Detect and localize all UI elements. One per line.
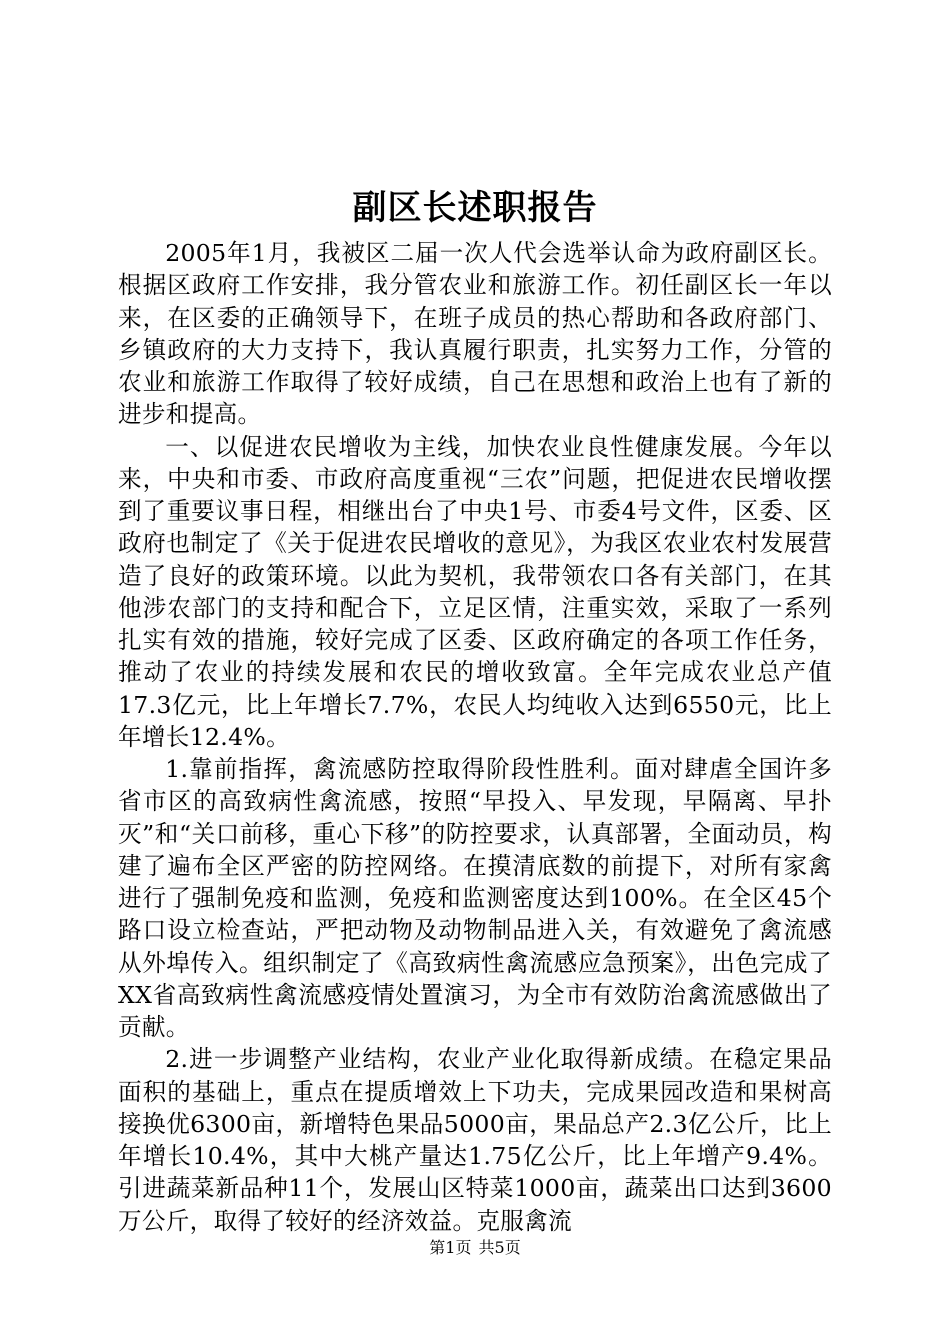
- paragraph-section-1: 一、以促进农民增收为主线，加快农业良性健康发展。今年以来，中央和市委、市政府高度重视“三农”问题，把促进农民增收摆到了重要议事日程，相继出台了中央1号、市委4号文件，区委、区政府也制定了《关于促进农民增收的意见》，为我区农业农村发展营造了良好的政策环境。以此为契机，我带领农口各有关部门，在其他涉农部门的支持和配合下，立足区情，注重实效，采取了一系列扎实有效的措施，较好完成了区委、区政府确定的各项工作任务，推动了农业的持续发展和农民的增收致富。全年完成农业总产值17.3亿元，比上年增长7.7%，农民人均纯收入达到6550元，比上年增长12.4%。: [118, 432, 832, 751]
- paragraph-item-1: 1.靠前指挥，禽流感防控取得阶段性胜利。面对肆虐全国许多省市区的高致病性禽流感，按照“早投入、早发现，早隔离、早扑灭”和“关口前移，重心下移”的防控要求，认真部署，全面动员，构建了遍布全区严密的防控网络。在摸清底数的前提下，对所有家禽进行了强制免疫和监测，免疫和监测密度达到100%。在全区45个路口设立检查站，严把动物及动物制品进入关，有效避免了禽流感从外埠传入。组织制定了《高致病性禽流感应急预案》，出色完成了XX省高致病性禽流感疫情处置演习，为全市有效防治禽流感做出了贡献。: [118, 755, 832, 1041]
- paragraph-item-2: 2.进一步调整产业结构，农业产业化取得新成绩。在稳定果品面积的基础上，重点在提质增效上下功夫，完成果园改造和果树高接换优6300亩，新增特色果品5000亩，果品总产2.3亿公斤，比上年增长10.4%，其中大桃产量达1.75亿公斤，比上年增产9.4%。引进蔬菜新品种11个，发展山区特菜1000亩，蔬菜出口达到3600万公斤，取得了较好的经济效益。克服禽流: [118, 1045, 832, 1235]
- page-total: 共5页: [478, 1238, 521, 1257]
- document-body: [118, 237, 832, 1237]
- paragraph-intro: 2005年1月，我被区二届一次人代会选举认命为政府副区长。根据区政府工作安排，我分管农业和旅游工作。初任副区长一年以来，在区委的正确领导下，在班子成员的热心帮助和各政府部门、乡镇政府的大力支持下，我认真履行职责，扎实努力工作，分管的农业和旅游工作取得了较好成绩，自己在思想和政治上也有了新的进步和提高。: [118, 239, 832, 429]
- page-footer: [0, 1237, 950, 1259]
- page-number: 第1页: [429, 1238, 472, 1257]
- document-title: 副区长述职报告: [352, 188, 598, 228]
